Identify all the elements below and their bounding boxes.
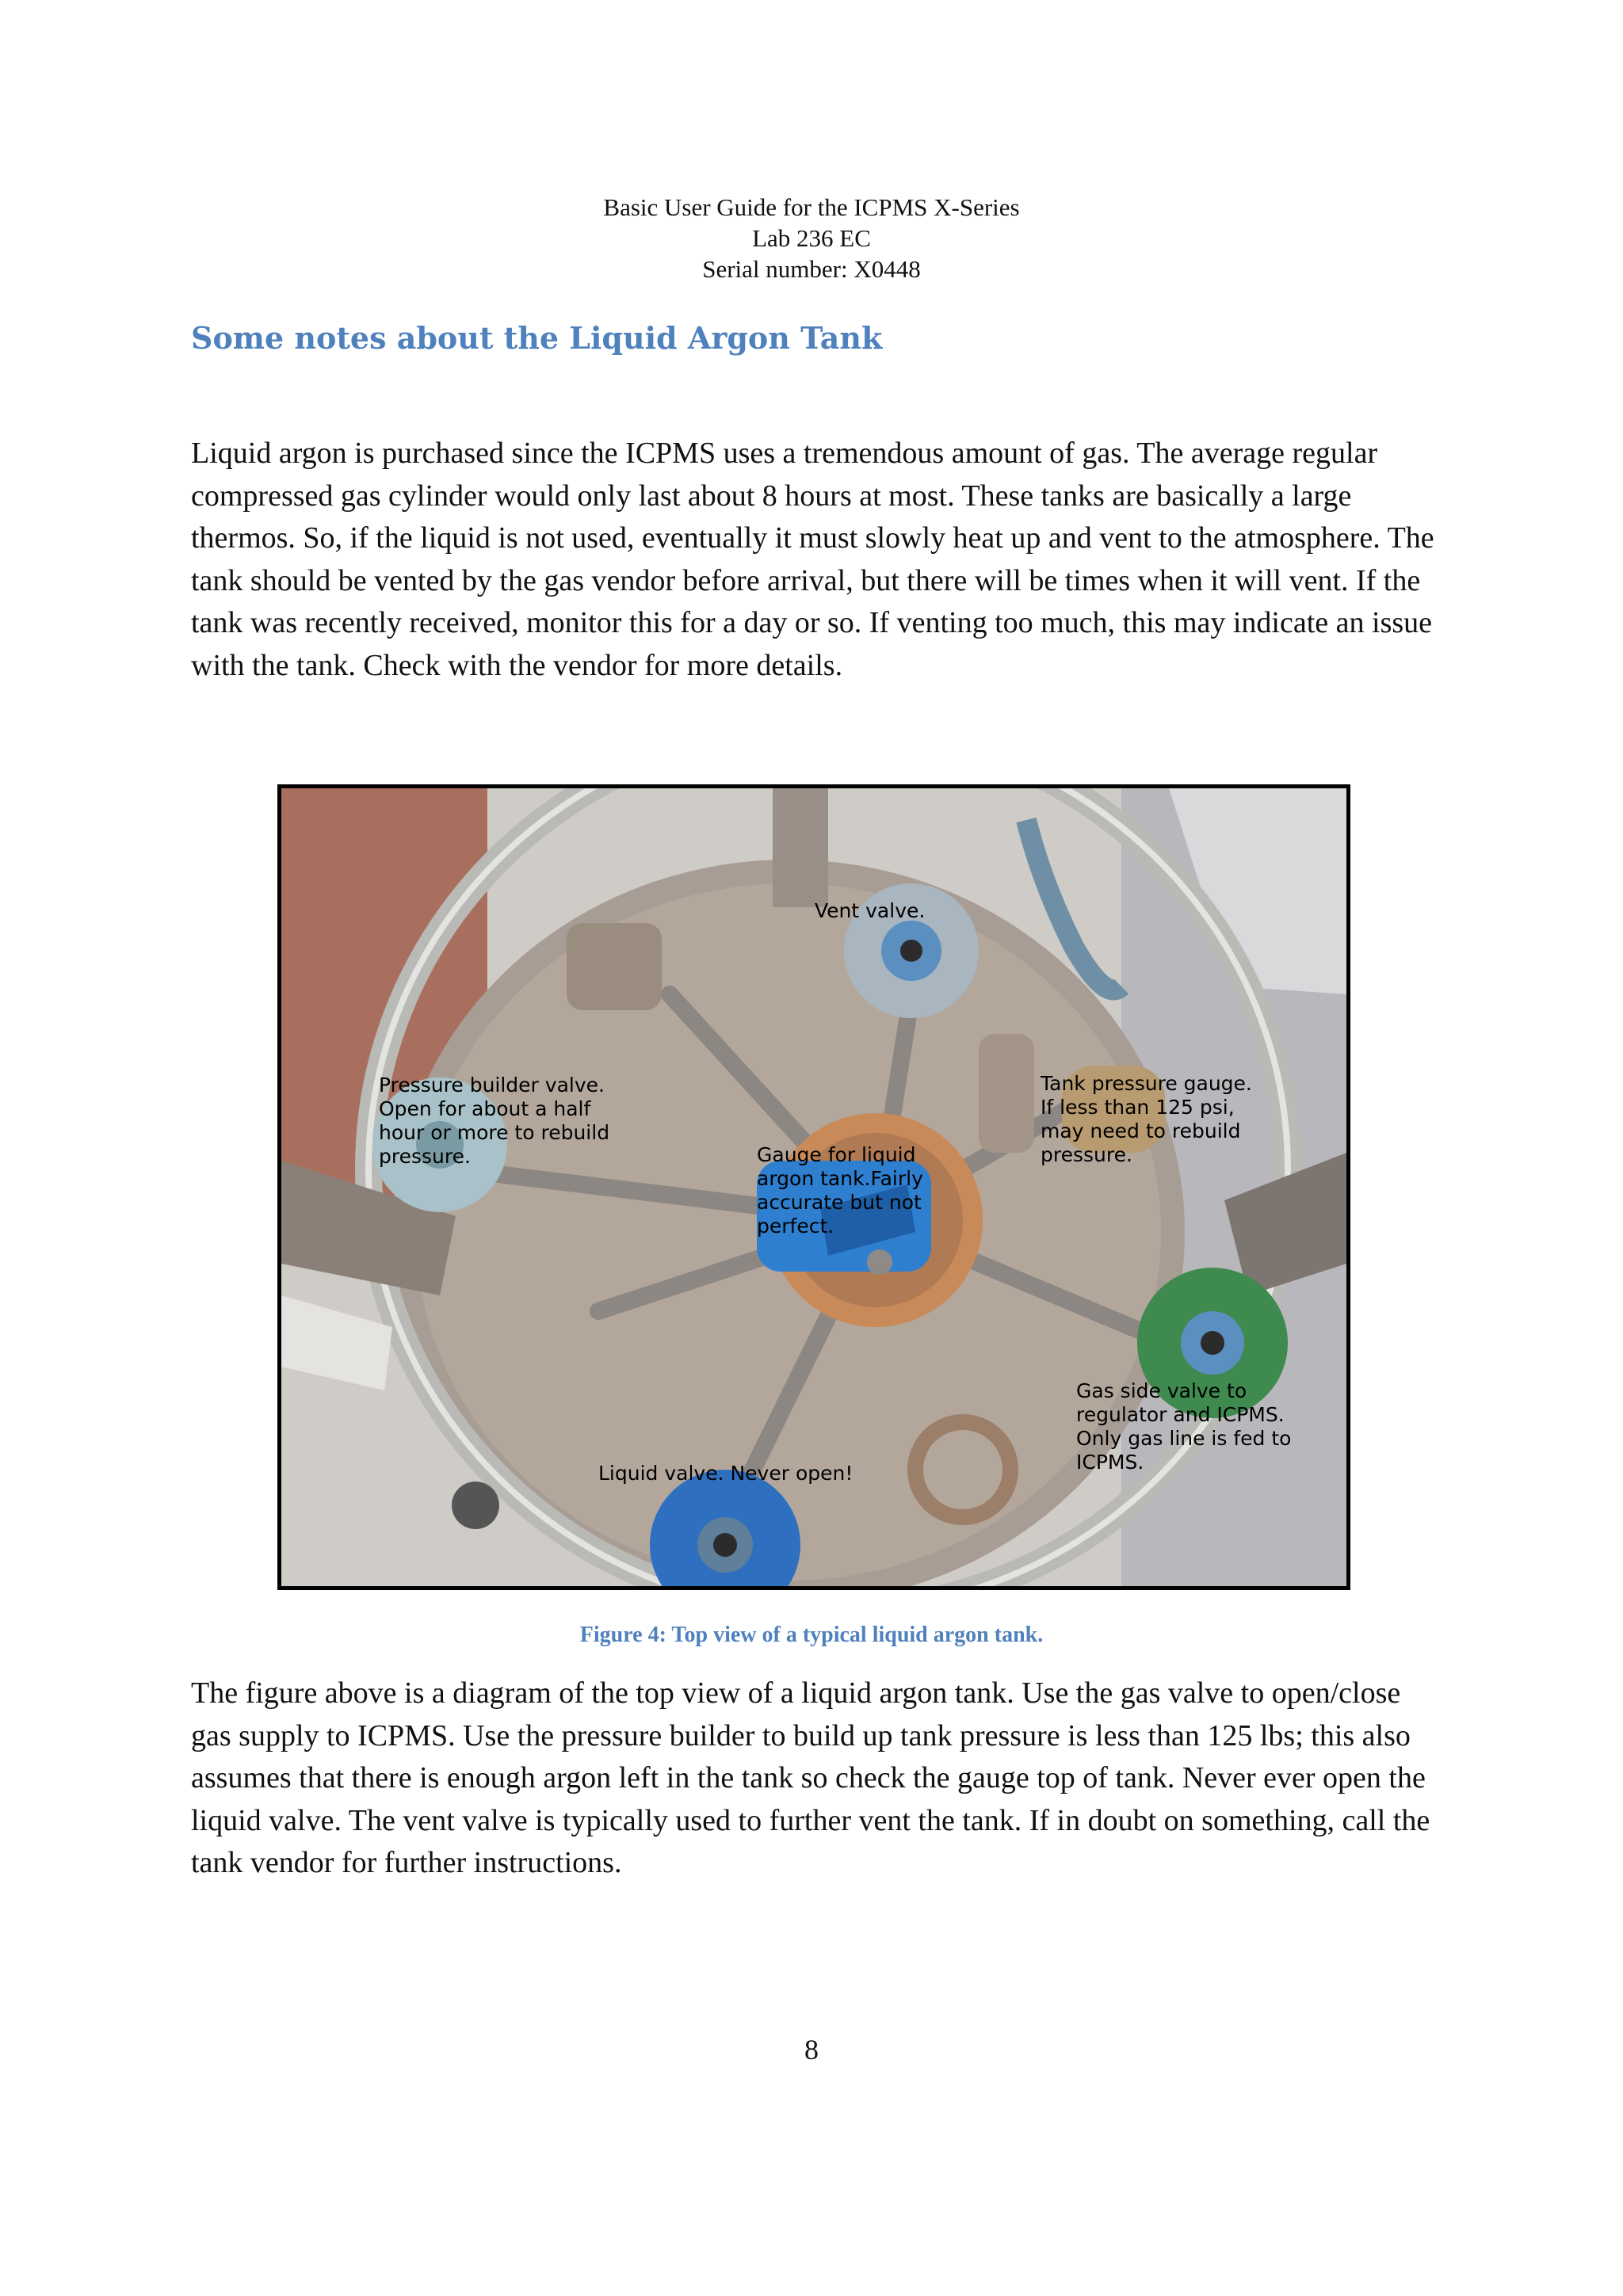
tank-photo-figure: [277, 784, 1350, 1590]
callout-gauge: Gauge for liquid argon tank.Fairly accurate but not perfect.: [757, 1143, 923, 1238]
document-header: [0, 192, 1623, 284]
header-lab: Lab 236 EC: [752, 224, 871, 252]
figure-caption: Figure 4: Top view of a typical liquid argon tank.: [579, 1623, 1044, 1647]
header-serial: Serial number: X0448: [702, 255, 921, 283]
callout-gas-side-valve: Gas side valve to regulator and ICPMS. Only gas line is fed to ICPMS.: [1076, 1379, 1292, 1474]
body-paragraph-1: Liquid argon is purchased since the ICPMS uses a tremendous amount of gas. The average regular compressed gas cylinder would only last about 8 hours at most. These tanks are basically a large thermos. So, if the liquid is not used, eventually it must slowly heat up and vent to the atmosphere. The tank should be vented by the gas vendor before arrival, but there will be times when it will vent. If the tank was recently received, monitor this for a day or so. If venting too much, this may indicate an issue with the tank. Check with the vendor for more details.: [191, 437, 1434, 682]
body-paragraph-2: The figure above is a diagram of the top view of a liquid argon tank. Use the gas valve to open/close gas supply to ICPMS. Use the pressure builder to build up tank pressure is less than 125 lbs; this also assumes that there is enough argon left in the tank so check the gauge top of tank. Never ever open the liquid valve. The vent valve is typically used to further vent the tank. If in doubt on something, call the tank vendor for further instructions.: [191, 1676, 1430, 1879]
header-title: Basic User Guide for the ICPMS X-Series: [603, 193, 1020, 221]
section-heading: Some notes about the Liquid Argon Tank: [191, 320, 883, 356]
callout-tank-pressure: Tank pressure gauge. If less than 125 psi, may need to rebuild pressure.: [1041, 1072, 1252, 1166]
callout-vent-valve: Vent valve.: [815, 899, 926, 922]
callout-pressure-builder: Pressure builder valve. Open for about a half hour or more to rebuild pressure.: [379, 1074, 610, 1168]
callout-liquid-valve: Liquid valve. Never open!: [598, 1462, 854, 1485]
page-number: 8: [804, 2034, 819, 2065]
